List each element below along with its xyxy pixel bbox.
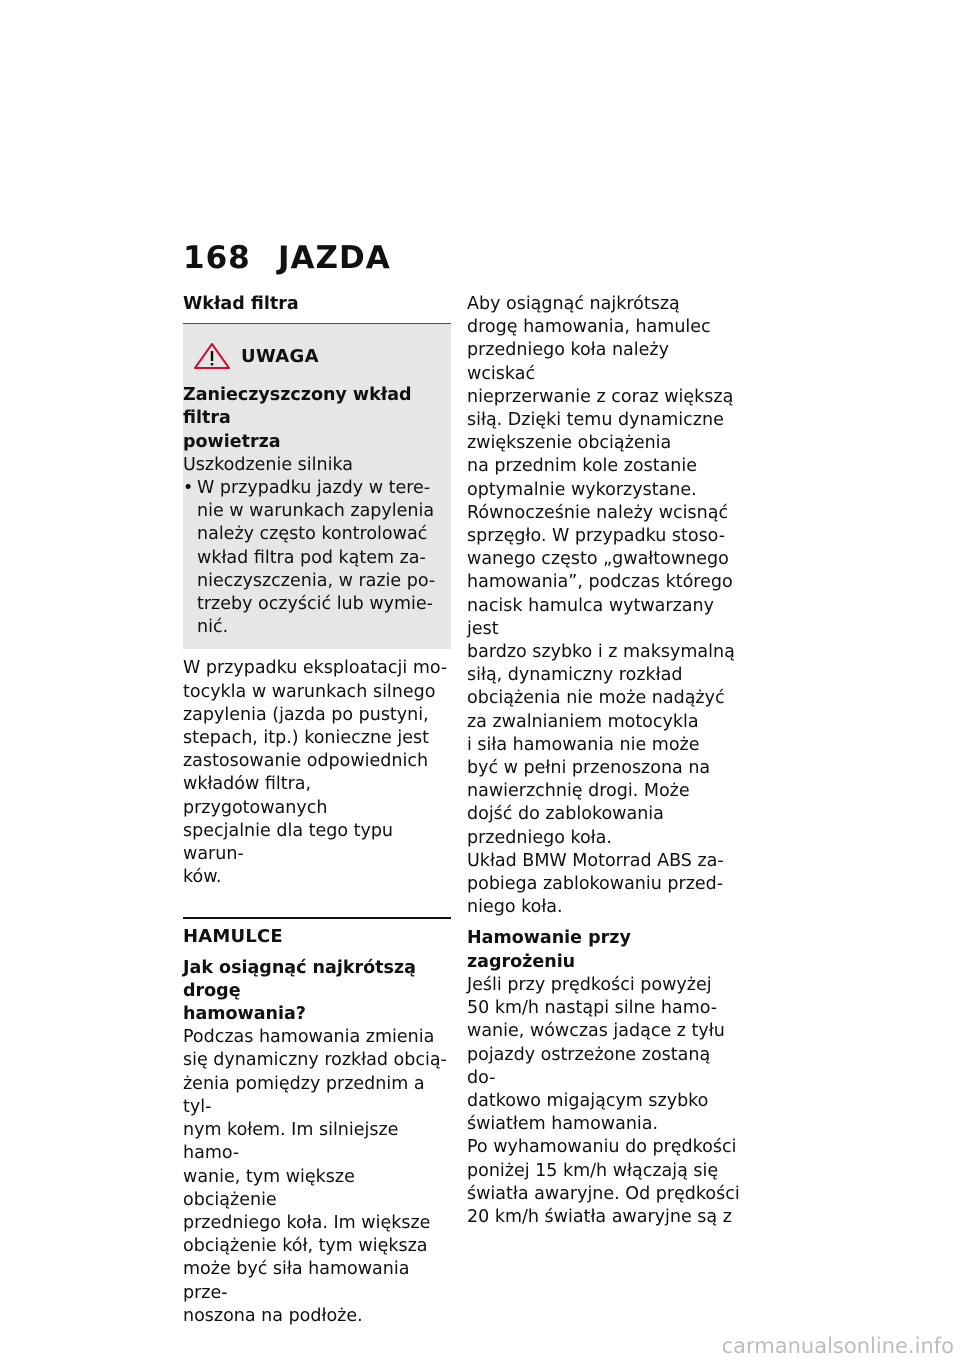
text-line: i siła hamowania nie może bbox=[467, 734, 700, 755]
paragraph-shortest-distance bbox=[467, 293, 742, 919]
subheading-braking bbox=[183, 957, 451, 1027]
text-line: specjalnie dla tego typu warun- bbox=[183, 820, 394, 865]
text-line: noszona na podłoże. bbox=[183, 1305, 363, 1326]
text-line: na przednim kole zostanie bbox=[467, 456, 698, 477]
text-line: Układ BMW Motorrad ABS za- bbox=[467, 850, 724, 871]
text-line: się dynamiczny rozkład obcią- bbox=[183, 1050, 447, 1071]
bullet-line: nie w warunkach zapylenia bbox=[197, 501, 435, 522]
bullet-text bbox=[197, 477, 435, 639]
text-line: Aby osiągnąć najkrótszą bbox=[467, 294, 680, 314]
text-line: dojść do zablokowania bbox=[467, 804, 664, 825]
text-line: za zwalnianiem motocykla bbox=[467, 711, 699, 732]
text-line: nym kołem. Im silniejsze hamo- bbox=[183, 1120, 399, 1164]
text-line: nacisk hamulca wytwarzany jest bbox=[467, 595, 714, 639]
text-line: być w pełni przenoszona na bbox=[467, 758, 711, 779]
text-line: wanie, tym większe obciążenie bbox=[183, 1166, 355, 1210]
text-line: stepach, itp.) konieczne jest bbox=[183, 728, 429, 749]
bullet-line: nić. bbox=[197, 617, 229, 638]
text-line: Podczas hamowania zmienia bbox=[183, 1027, 435, 1048]
paragraph-braking bbox=[183, 1026, 451, 1328]
text-line: niego koła. bbox=[467, 897, 563, 918]
text-line: zwiększenie obciążenia bbox=[467, 433, 672, 454]
page-number: 168 bbox=[183, 240, 251, 276]
text-line: 20 km/h światła awaryjne są z bbox=[467, 1206, 732, 1227]
text-line: ków. bbox=[183, 867, 222, 888]
warning-subtitle: Uszkodzenie silnika bbox=[183, 454, 354, 475]
text-line: obciążenie kół, tym większa bbox=[183, 1236, 428, 1257]
text-line: żenia pomiędzy przednim a tyl- bbox=[183, 1073, 425, 1117]
text-line: przedniego koła należy wciskać bbox=[467, 340, 669, 384]
text-line: Równocześnie należy wcisnąć bbox=[467, 502, 729, 523]
subheading-line: hamowania? bbox=[183, 1004, 306, 1025]
text-line: poniżej 15 km/h włączają się bbox=[467, 1160, 719, 1181]
text-line: przedniego koła. bbox=[467, 827, 612, 848]
left-column bbox=[183, 293, 451, 1328]
warning-header bbox=[183, 342, 445, 370]
watermark: carmanualsonline.info bbox=[721, 1334, 954, 1358]
warning-triangle-icon bbox=[193, 342, 231, 370]
chapter-title: JAZDA bbox=[278, 240, 391, 276]
text-line: przedniego koła. Im większe bbox=[183, 1212, 431, 1233]
page-header bbox=[183, 240, 391, 276]
warning-title-line: Zanieczyszczony wkład filtra bbox=[183, 385, 412, 429]
text-line: zapylenia (jazda po pustyni, bbox=[183, 704, 429, 725]
text-line: pobiega zablokowaniu przed- bbox=[467, 874, 724, 895]
text-line: sprzęgło. W przypadku stoso- bbox=[467, 526, 726, 547]
bullet-line: wkład filtra pod kątem za- bbox=[197, 547, 426, 568]
paragraph-dust bbox=[183, 657, 451, 889]
text-line: światła awaryjne. Od prędkości bbox=[467, 1183, 740, 1204]
text-line: pojazdy ostrzeżone zostaną do- bbox=[467, 1044, 711, 1088]
text-line: obciążenia nie może nadążyć bbox=[467, 688, 725, 709]
text-line: światłem hamowania. bbox=[467, 1114, 659, 1135]
text-line: datkowo migającym szybko bbox=[467, 1090, 709, 1111]
warning-box bbox=[183, 323, 451, 649]
warning-title-line: powietrza bbox=[183, 431, 281, 452]
text-line: tocykla w warunkach silnego bbox=[183, 681, 436, 702]
section-heading-filter: Wkład filtra bbox=[183, 294, 299, 314]
text-line: zastosowanie odpowiednich bbox=[183, 751, 429, 772]
text-line: nawierzchnię drogi. Może bbox=[467, 781, 690, 802]
warning-bullet bbox=[183, 477, 445, 639]
right-column bbox=[467, 293, 742, 1229]
subheading-line: Jak osiągnąć najkrótszą drogę bbox=[183, 957, 416, 1001]
warning-label: UWAGA bbox=[241, 345, 319, 367]
text-line: nieprzerwanie z coraz większą bbox=[467, 386, 734, 407]
text-line: Po wyhamowaniu do prędkości bbox=[467, 1137, 737, 1158]
bullet-line: nieczyszczenia, w razie po- bbox=[197, 570, 436, 591]
text-line: 50 km/h nastąpi silne hamo- bbox=[467, 998, 718, 1019]
section-title-brakes: HAMULCE bbox=[183, 926, 283, 948]
bullet-line: W przypadku jazdy w tere- bbox=[197, 478, 431, 499]
text-line: hamowania”, podczas którego bbox=[467, 572, 733, 593]
bullet-line: należy często kontrolować bbox=[197, 524, 428, 545]
subheading-emergency-braking: Hamowanie przy zagrożeniu bbox=[467, 928, 631, 972]
text-line: siłą, dynamiczny rozkład bbox=[467, 665, 683, 686]
text-line: optymalnie wykorzystane. bbox=[467, 479, 697, 500]
text-line: Jeśli przy prędkości powyżej bbox=[467, 974, 712, 995]
bullet-line: trzeby oczyścić lub wymie- bbox=[197, 594, 433, 615]
text-line: wanego często „gwałtownego bbox=[467, 549, 729, 570]
text-line: może być siła hamowania prze- bbox=[183, 1259, 410, 1303]
section-divider bbox=[183, 917, 451, 948]
text-line: wanie, wówczas jadące z tyłu bbox=[467, 1021, 725, 1042]
bullet-dot: • bbox=[183, 478, 194, 499]
text-line: wkładów filtra, przygotowanych bbox=[183, 774, 328, 818]
paragraph-emergency-braking bbox=[467, 974, 742, 1229]
text-line: drogę hamowania, hamulec bbox=[467, 317, 711, 338]
text-line: W przypadku eksploatacji mo- bbox=[183, 658, 448, 679]
text-line: siłą. Dzięki temu dynamiczne bbox=[467, 410, 724, 431]
text-line: bardzo szybko i z maksymalną bbox=[467, 642, 735, 663]
